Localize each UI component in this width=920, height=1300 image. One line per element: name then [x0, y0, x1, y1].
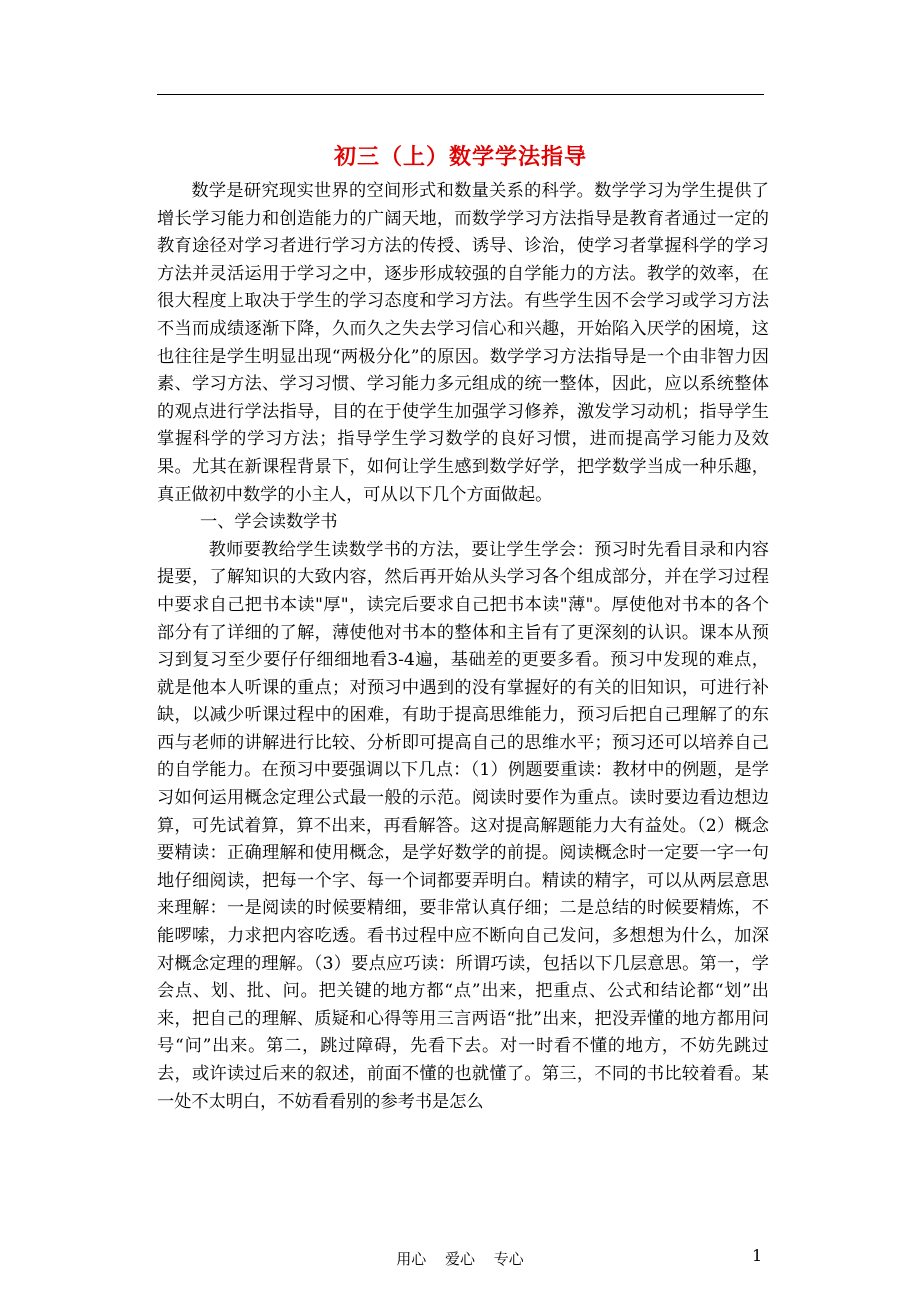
page-title: 初三（上）数学学法指导	[333, 144, 587, 170]
page-number: 1	[752, 1246, 763, 1265]
section-heading: 一、学会读数学书	[200, 512, 338, 533]
section-paragraph: 教师要教给学生读数学书的方法，要让学生学会：预习时先看目录和内容提要，了解知识的大致内容，然后再开始从头学习各个组成部分，并在学习过程中要求自己把书本读"厚"，读完后要求自己把书本读"薄"。厚使他对书本的各个部分有了详细的了解，薄使他对书本的整体和主旨有了更深刻的认识。课本从预习到复习至少要仔仔细细地看3-4遍，基础差的更要多看。预习中发现的难点，就是他本人听课的重点；对预习中遇到的没有掌握好的有关的旧知识，可进行补缺，以减少听课过程中的困难，有助于提高思维能力，预习后把自己理解了的东西与老师的讲解进行比较、分析即可提高自己的思维水平；预习还可以培养自己的自学能力。在预习中要强调以下几点：（1）例题要重读：教材中的例题，是学习如何运用概念定理公式最一般的示范。阅读时要作为重点。读时要边看边想边算，可先试着算，算不出来，再看解答。这对提高解题能力大有益处。（2）概念要精读：正确理解和使用概念，是学好数学的前提。阅读概念时一定要一字一句地仔细阅读，把每一个字、每一个词都要弄明白。精读的精字，可以从两层意思来理解：一是阅读的时候要精细，要非常认真仔细；二是总结的时候要精炼，不能啰嗦，力求把内容吃透。看书过程中应不断向自己发问，多想想为什么，加深对概念定理的理解。（3）要点应巧读：所谓巧读，包括以下几层意思。第一，学会点、划、批、问。把关键的地方都“点”出来，把重点、公式和结论都“划”出来，把自己的理解、质疑和心得等用三言两语“批”出来，把没弄懂的地方都用问号“问”出来。第二，跳过障碍，先看下去。对一时看不懂的地方，不妨先跳过去，或许读过后来的叙述，前面不懂的也就懂了。第三，不同的书比较着看。某一处不太明白，不妨看看别的参考书是怎么	[157, 539, 769, 1112]
body-text	[157, 178, 769, 1116]
page-footer: 用心 爱心 专心	[396, 1250, 524, 1268]
intro-paragraph: 数学是研究现实世界的空间形式和数量关系的科学。数学学习为学生提供了增长学习能力和创造能力的广阔天地，而数学学习方法指导是教育者通过一定的教育途径对学习者进行学习方法的传授、诱导、诊治，使学习者掌握科学的学习方法并灵活运用于学习之中，逐步形成较强的自学能力的方法。教学的效率，在很大程度上取决于学生的学习态度和学习方法。有些学生因不会学习或学习方法不当而成绩逐渐下降，久而久之失去学习信心和兴趣，开始陷入厌学的困境，这也往往是学生明显出现“两极分化”的原因。数学学习方法指导是一个由非智力因素、学习方法、学习习惯、学习能力多元组成的统一整体，因此，应以系统整体的观点进行学法指导，目的在于使学生加强学习修养，激发学习动机；指导学生掌握科学的学习方法；指导学生学习数学的良好习惯，进而提高学习能力及效果。尤其在新课程背景下，如何让学生感到数学好学，把学数学当成一种乐趣，真正做初中数学的小主人，可从以下几个方面做起。	[157, 181, 769, 505]
header-rule	[157, 94, 764, 95]
